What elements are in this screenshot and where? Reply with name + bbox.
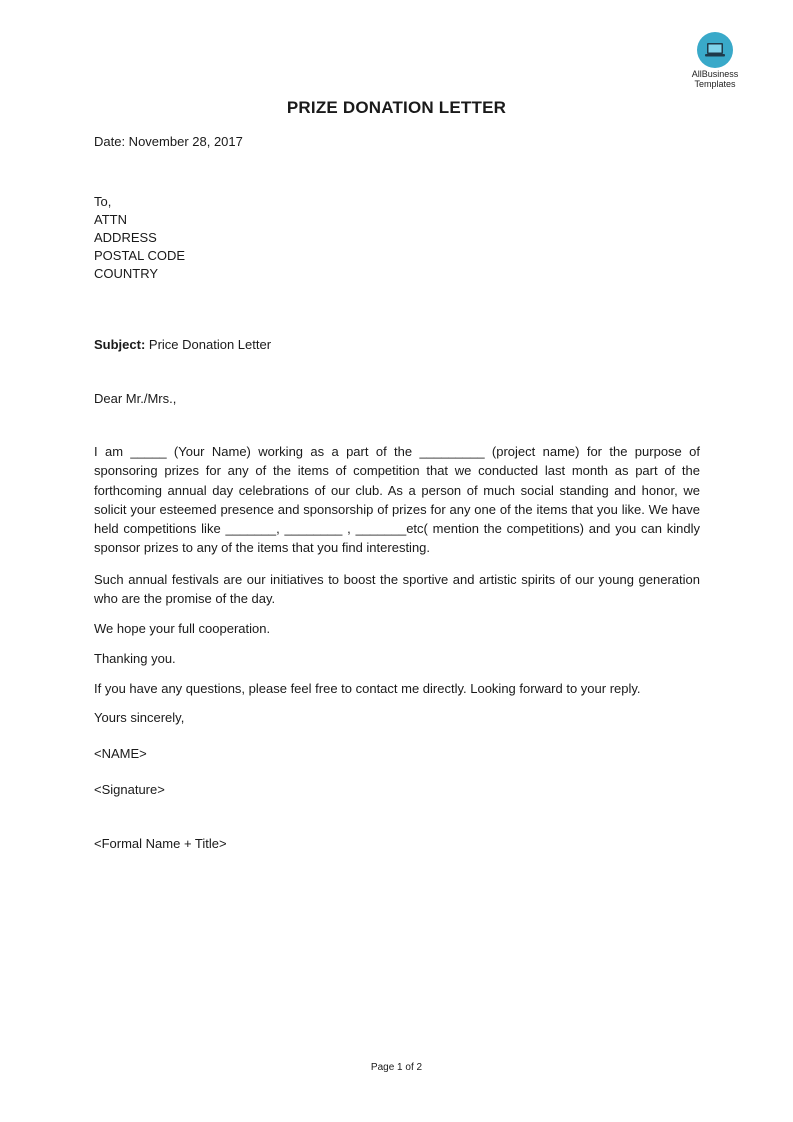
date-line: Date: November 28, 2017 xyxy=(94,134,243,149)
logo-text xyxy=(684,69,746,89)
laptop-icon xyxy=(697,32,733,68)
body-paragraph-1: I am _____ (Your Name) working as a part of the _________ (project name) for the purpose of sponsoring prizes for any of the items of competition that we conducted last month as part of the forthcoming annual day celebrations of our club. As a person of much social standing and honor, we solicit your esteemed presence and sponsorship of prizes for any one of the items that you like. We have held competitions like _______, ________ , _______etc( mention the competitions) and you can kindly sponsor prizes to any of the items that you find interesting. xyxy=(94,444,700,556)
body-paragraph-5: If you have any questions, please feel free to contact me directly. Looking forward to your reply. xyxy=(94,681,641,696)
subject-text: Price Donation Letter xyxy=(145,337,272,352)
signature-placeholder: <Signature> xyxy=(94,782,165,797)
address-postal-code: POSTAL CODE xyxy=(94,248,186,263)
address-country: COUNTRY xyxy=(94,266,159,281)
body-paragraph-2: Such annual festivals are our initiatives to boost the sportive and artistic spirits of our young generation who are the promise of the day. xyxy=(94,572,700,607)
brand-logo xyxy=(684,32,746,89)
logo-brand-line1: AllBusiness xyxy=(691,69,739,79)
subject-line xyxy=(94,337,271,352)
signature-name: <NAME> xyxy=(94,746,147,761)
address-line: ADDRESS xyxy=(94,230,157,245)
formal-name-title: <Formal Name + Title> xyxy=(94,836,227,851)
page-number: Page 1 of 2 xyxy=(370,1062,423,1073)
subject-label: Subject: xyxy=(94,337,146,352)
logo-brand-line2: Templates xyxy=(694,79,736,89)
salutation: Dear Mr./Mrs., xyxy=(94,391,177,406)
address-attn: ATTN xyxy=(94,212,127,227)
address-to: To, xyxy=(94,194,112,209)
body-paragraph-3: We hope your full cooperation. xyxy=(94,621,271,636)
document-title: PRIZE DONATION LETTER xyxy=(286,98,507,117)
body-paragraph-4: Thanking you. xyxy=(94,651,176,666)
closing: Yours sincerely, xyxy=(94,710,185,725)
